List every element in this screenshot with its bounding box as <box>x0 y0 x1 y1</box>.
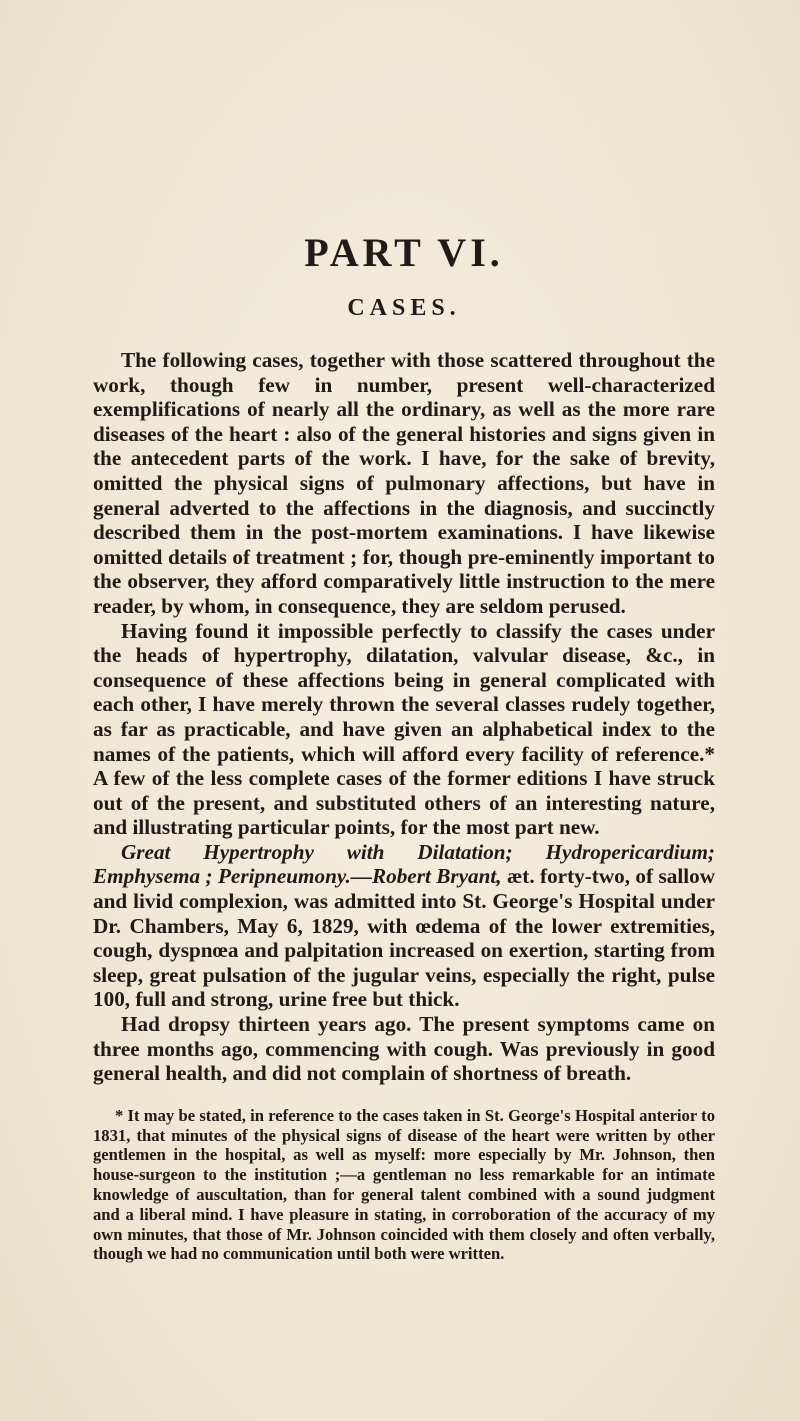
paragraph-case-history: Had dropsy thirteen years ago. The present symptoms came on three months ago, commencing with cough. Was previously in good general health, and did not complain of shortness of breath. <box>93 1012 715 1086</box>
body-text <box>93 348 715 1086</box>
footnote <box>93 1106 715 1264</box>
paragraph-case-bryant <box>93 840 715 1012</box>
page-content <box>93 230 715 1264</box>
footnote-text: * It may be stated, in reference to the cases taken in St. George's Hospital anterior to 1831, that minutes of the physical signs of disease of the heart were written by other gentlemen in the hospital, as well as myself: more especially by Mr. Johnson, then house-surgeon to the institution ;—a gentleman no less remarkable for an intimate knowledge of auscultation, than for general talent combined with a sound judgment and a liberal mind. I have pleasure in stating, in corroboration of the accuracy of my own minutes, that those of Mr. Johnson coincided with them closely and often verbally, though we had no communication until both were written. <box>93 1105 715 1264</box>
paragraph-classification: Having found it impossible perfectly to classify the cases under the heads of hypertrophy, dilatation, valvular disease, &c., in consequence of these affections being in general complicated with each other, I have merely thrown the several classes rudely together, as far as practicable, and have given an alphabetical index to the names of the patients, which will afford every facility of reference.* A few of the less complete cases of the former editions I have struck out of the present, and substituted others of an interesting nature, and illustrating particular points, for the most part new. <box>93 618 715 840</box>
case-heading: Great Hypertrophy with Dilatation; Hydropericardium; Emphysema ; Peripneumony.—Robert Bryant, <box>93 839 715 889</box>
section-title: CASES. <box>347 295 461 321</box>
case-text: æt. forty-two, of sallow and livid complexion, was admitted into St. George's Hospital under Dr. Chambers, May 6, 1829, with œdema of the lower extremities, cough, dyspnœa and palpitation increased on exertion, starting from sleep, great pulsation of the jugular veins, especially the right, pulse 100, full and strong, urine free but thick. <box>93 864 715 1012</box>
paragraph-intro: The following cases, together with those scattered throughout the work, though few in number, present well-characterized exemplifications of nearly all the ordinary, as well as the more rare diseases of the heart : also of the general histories and signs given in the antecedent parts of the work. I have, for the sake of brevity, omitted the physical signs of pulmonary affections, but have in general adverted to the affections in the diagnosis, and succinctly described them in the post-mortem examinations. I have likewise omitted details of treatment ; for, though pre-eminently important to the observer, they afford comparatively little instruction to the mere reader, by whom, in consequence, they are seldom perused. <box>93 348 715 618</box>
part-title: PART VI. <box>304 230 504 275</box>
